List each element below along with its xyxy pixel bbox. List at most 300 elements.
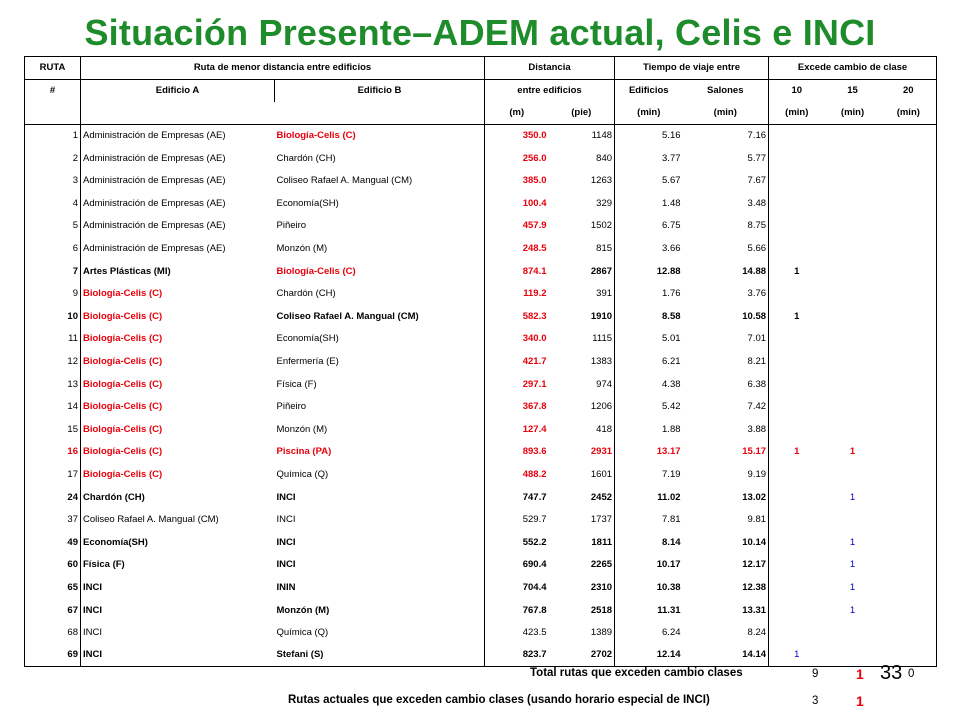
cell-excede-10 xyxy=(769,418,825,441)
cell-tiempo-salones: 9.81 xyxy=(683,508,769,531)
cell-excede-10 xyxy=(769,192,825,215)
cell-distancia-pie: 418 xyxy=(549,418,615,441)
cell-distancia-m: 340.0 xyxy=(485,328,549,351)
cell-excede-10 xyxy=(769,124,825,147)
cell-tiempo-salones: 9.19 xyxy=(683,463,769,486)
summary-total-label: Total rutas que exceden cambio clases xyxy=(530,667,743,679)
table-row xyxy=(25,418,937,441)
cell-edificio-b: Chardón (CH) xyxy=(275,147,485,170)
summary-total-10: 9 xyxy=(812,668,819,680)
cell-excede-15 xyxy=(825,169,881,192)
cell-tiempo-salones: 14.14 xyxy=(683,644,769,667)
cell-distancia-m: 297.1 xyxy=(485,373,549,396)
table-row xyxy=(25,350,937,373)
cell-tiempo-edificios: 10.17 xyxy=(615,554,683,577)
header-15: 15 xyxy=(847,85,858,97)
table-row xyxy=(25,260,937,283)
cell-excede-10 xyxy=(769,621,825,644)
cell-excede-15 xyxy=(825,508,881,531)
cell-edificio-a: INCI xyxy=(81,599,275,622)
cell-edificio-b: Monzón (M) xyxy=(275,599,485,622)
cell-excede-20 xyxy=(881,124,937,147)
cell-tiempo-salones: 7.67 xyxy=(683,169,769,192)
cell-distancia-pie: 2310 xyxy=(549,576,615,599)
cell-edificio-a: Biología-Celis (C) xyxy=(81,373,275,396)
cell-edificio-b: INCI xyxy=(275,508,485,531)
cell-ruta-num: 10 xyxy=(25,305,81,328)
header-blank-2 xyxy=(81,102,275,125)
table-row xyxy=(25,599,937,622)
cell-edificio-a: INCI xyxy=(81,644,275,667)
cell-edificio-a: INCI xyxy=(81,576,275,599)
cell-excede-15: 1 xyxy=(849,559,856,571)
cell-distancia-pie: 1601 xyxy=(549,463,615,486)
cell-excede-15 xyxy=(825,350,881,373)
cell-edificio-b: Monzón (M) xyxy=(275,237,485,260)
cell-tiempo-edificios: 11.02 xyxy=(615,486,683,509)
cell-distancia-m: 823.7 xyxy=(485,644,549,667)
cell-tiempo-salones: 7.01 xyxy=(683,328,769,351)
cell-edificio-b: Física (F) xyxy=(275,373,485,396)
cell-distancia-pie: 2265 xyxy=(549,554,615,577)
cell-edificio-b: Piñeiro xyxy=(275,395,485,418)
cell-ruta-num: 4 xyxy=(25,192,81,215)
cell-distancia-m: 488.2 xyxy=(485,463,549,486)
cell-excede-15: 1 xyxy=(849,604,856,616)
cell-tiempo-edificios: 1.88 xyxy=(615,418,683,441)
cell-ruta-num: 69 xyxy=(25,644,81,667)
cell-excede-15: 1 xyxy=(849,581,856,593)
cell-excede-20 xyxy=(881,531,937,554)
cell-ruta-num: 7 xyxy=(25,260,81,283)
header-num: # xyxy=(25,79,81,102)
cell-distancia-pie: 1910 xyxy=(549,305,615,328)
cell-excede-15 xyxy=(825,147,881,170)
cell-tiempo-edificios: 5.42 xyxy=(615,395,683,418)
cell-excede-20 xyxy=(881,260,937,283)
cell-edificio-b: Coliseo Rafael A. Mangual (CM) xyxy=(275,169,485,192)
cell-distancia-m: 127.4 xyxy=(485,418,549,441)
cell-tiempo-edificios: 3.66 xyxy=(615,237,683,260)
header-row-2 xyxy=(25,79,937,102)
table-row xyxy=(25,305,937,328)
header-unit-min-5: (min) xyxy=(881,102,937,125)
cell-excede-15 xyxy=(825,328,881,351)
cell-ruta-num: 14 xyxy=(25,395,81,418)
cell-edificio-a: Biología-Celis (C) xyxy=(81,441,275,464)
cell-edificio-a: Artes Plásticas (MI) xyxy=(81,260,275,283)
table-row xyxy=(25,621,937,644)
header-blank-1 xyxy=(25,102,81,125)
table-row xyxy=(25,463,937,486)
cell-edificio-a: Biología-Celis (C) xyxy=(81,418,275,441)
cell-excede-15 xyxy=(825,237,881,260)
header-blank-3 xyxy=(275,102,485,125)
cell-excede-10 xyxy=(769,576,825,599)
cell-excede-10: 1 xyxy=(769,260,825,283)
summary-actual-10: 3 xyxy=(812,695,819,707)
cell-excede-10 xyxy=(769,350,825,373)
cell-distancia-pie: 2702 xyxy=(549,644,615,667)
cell-excede-10 xyxy=(769,282,825,305)
cell-excede-20 xyxy=(881,486,937,509)
header-edificio-b: Edificio B xyxy=(275,79,485,102)
cell-distancia-m: 690.4 xyxy=(485,554,549,577)
cell-distancia-pie: 391 xyxy=(549,282,615,305)
cell-tiempo-salones: 3.88 xyxy=(683,418,769,441)
cell-excede-15 xyxy=(825,418,881,441)
cell-edificio-b: ININ xyxy=(275,576,485,599)
cell-ruta-num: 3 xyxy=(25,169,81,192)
cell-excede-15 xyxy=(825,260,881,283)
cell-tiempo-salones: 13.31 xyxy=(683,599,769,622)
cell-tiempo-edificios: 7.19 xyxy=(615,463,683,486)
cell-distancia-m: 119.2 xyxy=(485,282,549,305)
cell-excede-20 xyxy=(881,395,937,418)
cell-ruta-num: 11 xyxy=(25,328,81,351)
cell-excede-10 xyxy=(769,237,825,260)
cell-ruta-num: 60 xyxy=(25,554,81,577)
header-ruta-menor: Ruta de menor distancia entre edificios xyxy=(81,57,485,80)
cell-distancia-m: 874.1 xyxy=(485,260,549,283)
cell-edificio-a: Chardón (CH) xyxy=(81,486,275,509)
cell-excede-15: 1 xyxy=(849,536,856,548)
cell-edificio-b: Stefani (S) xyxy=(275,644,485,667)
routes-table xyxy=(24,56,937,667)
cell-tiempo-edificios: 6.75 xyxy=(615,215,683,238)
cell-ruta-num: 68 xyxy=(25,621,81,644)
page-title: Situación Presente–ADEM actual, Celis e INCI xyxy=(84,12,876,53)
cell-edificio-b: Chardón (CH) xyxy=(275,282,485,305)
cell-tiempo-edificios: 1.76 xyxy=(615,282,683,305)
cell-ruta-num: 12 xyxy=(25,350,81,373)
header-unit-min-3: (min) xyxy=(769,102,825,125)
header-entre-edificios: entre edificios xyxy=(485,79,615,102)
cell-excede-20 xyxy=(881,599,937,622)
cell-edificio-a: Biología-Celis (C) xyxy=(81,463,275,486)
cell-edificio-b: Biología-Celis (C) xyxy=(275,260,485,283)
cell-excede-20 xyxy=(881,215,937,238)
cell-excede-20 xyxy=(881,463,937,486)
cell-distancia-m: 457.9 xyxy=(485,215,549,238)
cell-edificio-a: Administración de Empresas (AE) xyxy=(81,124,275,147)
cell-excede-20 xyxy=(881,237,937,260)
cell-tiempo-salones: 12.38 xyxy=(683,576,769,599)
cell-edificio-b: Química (Q) xyxy=(275,621,485,644)
cell-tiempo-edificios: 5.16 xyxy=(615,124,683,147)
header-10: 10 xyxy=(769,79,825,102)
cell-distancia-pie: 815 xyxy=(549,237,615,260)
cell-tiempo-salones: 10.14 xyxy=(683,531,769,554)
table-row xyxy=(25,441,937,464)
header-unit-m: (m) xyxy=(485,102,549,125)
cell-excede-20 xyxy=(881,576,937,599)
header-tiempo: Tiempo de viaje entre xyxy=(615,57,769,80)
summary-total-15: 1 xyxy=(856,666,864,682)
cell-excede-15: 1 xyxy=(849,446,856,458)
cell-tiempo-edificios: 7.81 xyxy=(615,508,683,531)
cell-distancia-m: 529.7 xyxy=(485,508,549,531)
cell-edificio-b: Economía(SH) xyxy=(275,192,485,215)
cell-tiempo-salones: 3.76 xyxy=(683,282,769,305)
cell-ruta-num: 15 xyxy=(25,418,81,441)
summary-total-20: 0 xyxy=(908,668,915,680)
cell-ruta-num: 5 xyxy=(25,215,81,238)
cell-tiempo-salones: 8.21 xyxy=(683,350,769,373)
table-row xyxy=(25,147,937,170)
cell-excede-20 xyxy=(881,192,937,215)
cell-tiempo-salones: 15.17 xyxy=(683,441,769,464)
cell-tiempo-edificios: 1.48 xyxy=(615,192,683,215)
cell-distancia-m: 421.7 xyxy=(485,350,549,373)
cell-excede-20 xyxy=(881,328,937,351)
table-row xyxy=(25,124,937,147)
cell-excede-20 xyxy=(881,508,937,531)
header-distancia: Distancia xyxy=(485,57,615,80)
table-row xyxy=(25,215,937,238)
summary-actual-15: 1 xyxy=(856,693,864,709)
table-row xyxy=(25,237,937,260)
cell-ruta-num: 65 xyxy=(25,576,81,599)
cell-tiempo-edificios: 8.58 xyxy=(615,305,683,328)
cell-ruta-num: 24 xyxy=(25,486,81,509)
cell-excede-20 xyxy=(881,305,937,328)
header-row-1 xyxy=(25,57,937,80)
table-row xyxy=(25,531,937,554)
cell-distancia-m: 893.6 xyxy=(485,441,549,464)
cell-tiempo-salones: 3.48 xyxy=(683,192,769,215)
cell-tiempo-edificios: 6.21 xyxy=(615,350,683,373)
cell-tiempo-edificios: 13.17 xyxy=(615,441,683,464)
cell-distancia-pie: 1383 xyxy=(549,350,615,373)
cell-edificio-b: Economía(SH) xyxy=(275,328,485,351)
cell-edificio-a: Administración de Empresas (AE) xyxy=(81,237,275,260)
header-ruta: RUTA xyxy=(25,57,81,80)
cell-edificio-b: Enfermería (E) xyxy=(275,350,485,373)
cell-tiempo-salones: 14.88 xyxy=(683,260,769,283)
cell-excede-15 xyxy=(825,282,881,305)
cell-distancia-pie: 1206 xyxy=(549,395,615,418)
cell-distancia-m: 582.3 xyxy=(485,305,549,328)
table-row xyxy=(25,328,937,351)
cell-tiempo-edificios: 5.67 xyxy=(615,169,683,192)
cell-distancia-m: 367.8 xyxy=(485,395,549,418)
cell-distancia-pie: 2931 xyxy=(549,441,615,464)
cell-excede-10: 1 xyxy=(769,644,825,667)
cell-edificio-a: Biología-Celis (C) xyxy=(81,328,275,351)
cell-edificio-a: Economía(SH) xyxy=(81,531,275,554)
header-unit-min-1: (min) xyxy=(615,102,683,125)
cell-tiempo-salones: 6.38 xyxy=(683,373,769,396)
header-excede: Excede cambio de clase xyxy=(769,57,937,80)
cell-tiempo-edificios: 10.38 xyxy=(615,576,683,599)
cell-edificio-a: Administración de Empresas (AE) xyxy=(81,169,275,192)
cell-distancia-pie: 1263 xyxy=(549,169,615,192)
cell-distancia-m: 100.4 xyxy=(485,192,549,215)
cell-excede-10 xyxy=(769,486,825,509)
cell-tiempo-salones: 7.16 xyxy=(683,124,769,147)
cell-excede-20 xyxy=(881,282,937,305)
cell-ruta-num: 49 xyxy=(25,531,81,554)
cell-excede-20 xyxy=(881,169,937,192)
cell-edificio-b: Monzón (M) xyxy=(275,418,485,441)
cell-excede-10 xyxy=(769,508,825,531)
cell-excede-15 xyxy=(825,373,881,396)
cell-tiempo-salones: 10.58 xyxy=(683,305,769,328)
table-row xyxy=(25,169,937,192)
cell-distancia-m: 248.5 xyxy=(485,237,549,260)
cell-excede-10 xyxy=(769,373,825,396)
cell-tiempo-salones: 7.42 xyxy=(683,395,769,418)
table-row xyxy=(25,395,937,418)
cell-excede-10: 1 xyxy=(769,441,825,464)
header-row-3 xyxy=(25,102,937,125)
cell-ruta-num: 37 xyxy=(25,508,81,531)
cell-tiempo-salones: 8.24 xyxy=(683,621,769,644)
cell-edificio-b: INCI xyxy=(275,531,485,554)
cell-distancia-pie: 974 xyxy=(549,373,615,396)
cell-distancia-pie: 1115 xyxy=(549,328,615,351)
summary-actual-label: Rutas actuales que exceden cambio clases (usando horario especial de INCI) xyxy=(288,694,710,706)
cell-tiempo-salones: 13.02 xyxy=(683,486,769,509)
cell-excede-15 xyxy=(825,192,881,215)
cell-excede-15 xyxy=(825,395,881,418)
table-row xyxy=(25,576,937,599)
cell-excede-15 xyxy=(825,644,881,667)
cell-tiempo-edificios: 8.14 xyxy=(615,531,683,554)
cell-excede-20 xyxy=(881,350,937,373)
table-row xyxy=(25,644,937,667)
header-unit-min-4: (min) xyxy=(825,102,881,125)
cell-excede-15 xyxy=(825,305,881,328)
cell-distancia-pie: 1811 xyxy=(549,531,615,554)
cell-distancia-m: 423.5 xyxy=(485,621,549,644)
cell-tiempo-salones: 5.77 xyxy=(683,147,769,170)
cell-excede-20 xyxy=(881,621,937,644)
cell-edificio-b: Piñeiro xyxy=(275,215,485,238)
header-edificio-a: Edificio A xyxy=(81,79,275,102)
cell-excede-20 xyxy=(881,418,937,441)
cell-tiempo-edificios: 5.01 xyxy=(615,328,683,351)
cell-excede-10: 1 xyxy=(769,305,825,328)
cell-distancia-pie: 1148 xyxy=(549,124,615,147)
cell-ruta-num: 13 xyxy=(25,373,81,396)
cell-edificio-a: Biología-Celis (C) xyxy=(81,282,275,305)
cell-ruta-num: 6 xyxy=(25,237,81,260)
header-salones: Salones xyxy=(683,79,769,102)
cell-edificio-a: Biología-Celis (C) xyxy=(81,395,275,418)
cell-distancia-pie: 840 xyxy=(549,147,615,170)
cell-distancia-pie: 1502 xyxy=(549,215,615,238)
cell-excede-15 xyxy=(825,463,881,486)
cell-excede-20 xyxy=(881,147,937,170)
cell-tiempo-salones: 8.75 xyxy=(683,215,769,238)
cell-excede-10 xyxy=(769,554,825,577)
cell-tiempo-edificios: 12.14 xyxy=(615,644,683,667)
cell-excede-15 xyxy=(825,215,881,238)
cell-ruta-num: 17 xyxy=(25,463,81,486)
cell-edificio-b: Coliseo Rafael A. Mangual (CM) xyxy=(275,305,485,328)
cell-edificio-a: Administración de Empresas (AE) xyxy=(81,215,275,238)
cell-excede-20 xyxy=(881,373,937,396)
cell-distancia-pie: 329 xyxy=(549,192,615,215)
header-unit-min-2: (min) xyxy=(683,102,769,125)
cell-excede-10 xyxy=(769,169,825,192)
cell-edificio-b: Biología-Celis (C) xyxy=(275,124,485,147)
cell-ruta-num: 9 xyxy=(25,282,81,305)
cell-distancia-pie: 2867 xyxy=(549,260,615,283)
cell-tiempo-edificios: 6.24 xyxy=(615,621,683,644)
table-row xyxy=(25,282,937,305)
cell-edificio-b: Química (Q) xyxy=(275,463,485,486)
cell-edificio-b: INCI xyxy=(275,486,485,509)
cell-distancia-m: 350.0 xyxy=(485,124,549,147)
cell-ruta-num: 67 xyxy=(25,599,81,622)
cell-edificio-a: Física (F) xyxy=(81,554,275,577)
cell-edificio-b: Piscina (PA) xyxy=(275,441,485,464)
cell-excede-15: 1 xyxy=(849,491,856,503)
cell-tiempo-salones: 12.17 xyxy=(683,554,769,577)
cell-edificio-a: Biología-Celis (C) xyxy=(81,305,275,328)
header-edificios: Edificios xyxy=(615,79,683,102)
table-row xyxy=(25,486,937,509)
cell-excede-10 xyxy=(769,531,825,554)
header-20: 20 xyxy=(881,79,937,102)
cell-distancia-pie: 2452 xyxy=(549,486,615,509)
cell-excede-10 xyxy=(769,147,825,170)
cell-tiempo-salones: 5.66 xyxy=(683,237,769,260)
header-unit-pie: (pie) xyxy=(549,102,615,125)
cell-excede-10 xyxy=(769,328,825,351)
cell-excede-10 xyxy=(769,599,825,622)
cell-ruta-num: 16 xyxy=(25,441,81,464)
cell-excede-15 xyxy=(825,124,881,147)
cell-excede-10 xyxy=(769,395,825,418)
cell-edificio-a: Coliseo Rafael A. Mangual (CM) xyxy=(81,508,275,531)
cell-distancia-pie: 1737 xyxy=(549,508,615,531)
cell-excede-20 xyxy=(881,554,937,577)
table-row xyxy=(25,192,937,215)
table-row xyxy=(25,373,937,396)
cell-edificio-a: Biología-Celis (C) xyxy=(81,350,275,373)
cell-distancia-m: 747.7 xyxy=(485,486,549,509)
cell-tiempo-edificios: 4.38 xyxy=(615,373,683,396)
cell-edificio-b: INCI xyxy=(275,554,485,577)
cell-excede-20 xyxy=(881,441,937,464)
cell-edificio-a: Administración de Empresas (AE) xyxy=(81,147,275,170)
page-number: 33 xyxy=(880,662,903,684)
cell-ruta-num: 2 xyxy=(25,147,81,170)
cell-distancia-m: 385.0 xyxy=(485,169,549,192)
cell-ruta-num: 1 xyxy=(25,124,81,147)
cell-distancia-m: 552.2 xyxy=(485,531,549,554)
cell-excede-10 xyxy=(769,215,825,238)
cell-excede-10 xyxy=(769,463,825,486)
cell-distancia-m: 704.4 xyxy=(485,576,549,599)
cell-tiempo-edificios: 3.77 xyxy=(615,147,683,170)
table-row xyxy=(25,508,937,531)
cell-tiempo-edificios: 12.88 xyxy=(615,260,683,283)
cell-distancia-pie: 1389 xyxy=(549,621,615,644)
cell-tiempo-edificios: 11.31 xyxy=(615,599,683,622)
cell-edificio-a: INCI xyxy=(81,621,275,644)
cell-excede-15 xyxy=(825,621,881,644)
cell-distancia-pie: 2518 xyxy=(549,599,615,622)
cell-edificio-a: Administración de Empresas (AE) xyxy=(81,192,275,215)
cell-distancia-m: 767.8 xyxy=(485,599,549,622)
cell-distancia-m: 256.0 xyxy=(485,147,549,170)
table-row xyxy=(25,554,937,577)
